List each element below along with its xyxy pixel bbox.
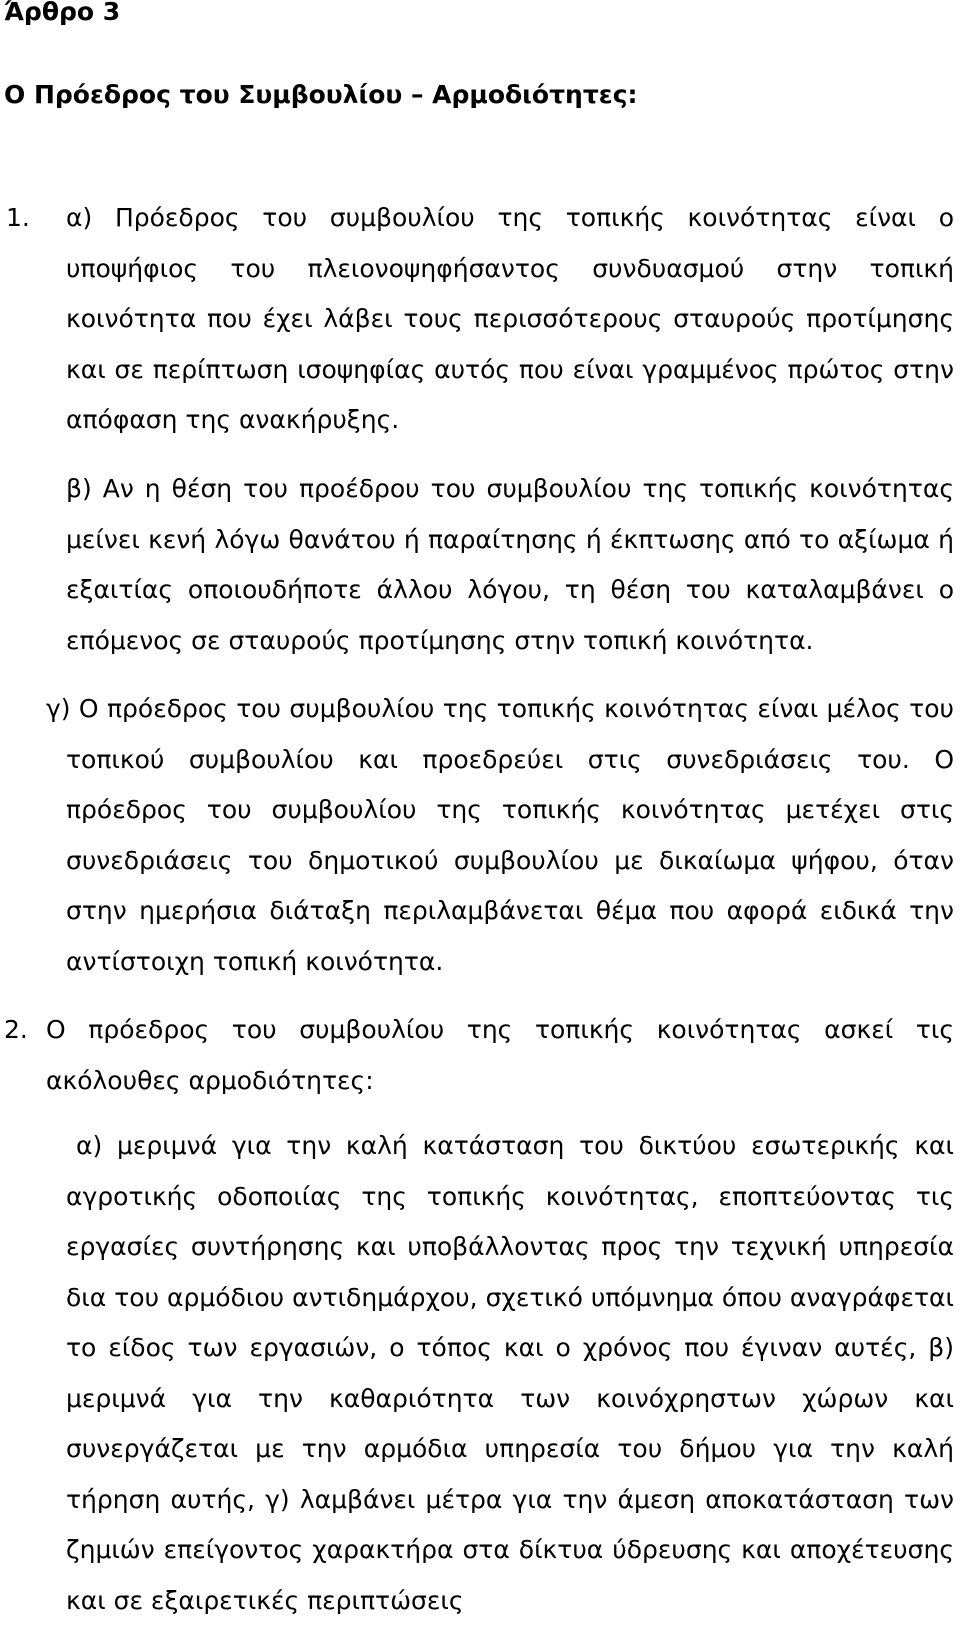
section-1-number: 1. [6, 203, 30, 232]
article-title: Ο Πρόεδρος του Συμβουλίου – Αρμοδιότητες: [4, 80, 638, 109]
article-heading: Άρθρο 3 [4, 0, 121, 26]
section-1-paragraph-a: α) Πρόεδρος του συμβουλίου της τοπικής κοινότητας είναι ο υποψήφιος του πλειονοψηφήσαντος συνδυασμού στην τοπική κοινότητα που έχει λάβει τους περισσότερους σταυρούς προτίμησης και σε περίπτωση ισοψηφίας αυτός που είναι γραμμένος πρώτος στην απόφαση της ανακήρυξης. [66, 203, 954, 434]
section-1-paragraph-c: γ) Ο πρόεδρος του συμβουλίου της τοπικής κοινότητας είναι μέλος του τοπικού συμβουλίου και προεδρεύει στις συνεδριάσεις του. Ο πρόεδρος του συμβουλίου της τοπικής κοινότητας μετέχει στις συνεδριάσεις του δημοτικού συμβουλίου με δικαίωμα ψήφου, όταν στην ημερήσια διάταξη περιλαμβάνεται θέμα που αφορά ειδικά την αντίστοιχη τοπική κοινότητα. [46, 694, 954, 976]
section-1-paragraph-b: β) Αν η θέση του προέδρου του συμβουλίου της τοπικής κοινότητας μείνει κενή λόγω θανάτου ή παραίτησης ή έκπτωσης από το αξίωμα ή εξαιτίας οποιουδήποτε άλλου λόγου, τη θέση του καταλαμβάνει ο επόμενος σε σταυρούς προτίμησης στην τοπική κοινότητα. [66, 474, 954, 655]
section-2-number: 2. [4, 1015, 28, 1044]
section-2-paragraph-a: α) μεριμνά για την καλή κατάσταση του δικτύου εσωτερικής και αγροτικής οδοποιίας της τοπικής κοινότητας, εποπτεύοντας τις εργασίες συντήρησης και υποβάλλοντας προς την τεχνική υπηρεσία δια του αρμόδιου αντιδημάρχου, σχετικό υπόμνημα όπου αναγράφεται το είδος των εργασιών, ο τόπος και ο χρόνος που έγιναν αυτές, β) μεριμνά για την καθαριότητα των κοινόχρηστων χώρων και συνεργάζεται με την αρμόδια υπηρεσία του δήμου για την καλή τήρηση αυτής, γ) λαμβάνει μέτρα για την άμεση αποκατάσταση των ζημιών επείγοντος χαρακτήρα στα δίκτυα ύδρευσης και αποχέτευσης και σε εξαιρετικές περιπτώσεις [66, 1131, 954, 1615]
section-2-intro: Ο πρόεδρος του συμβουλίου της τοπικής κοινότητας ασκεί τις ακόλουθες αρμοδιότητες: [46, 1015, 954, 1095]
